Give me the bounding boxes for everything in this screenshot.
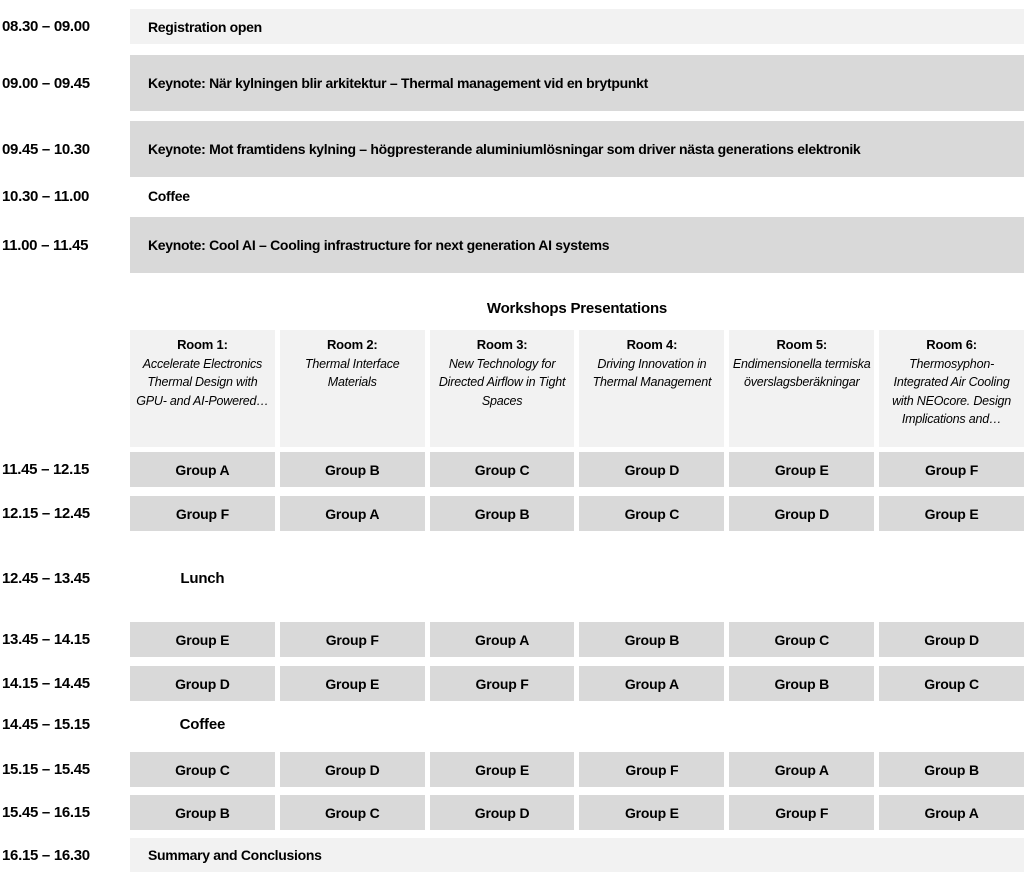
time-label: 16.15 – 16.30 [2, 846, 90, 864]
break-label: Coffee [179, 715, 226, 733]
time-label: 15.45 – 16.15 [2, 804, 90, 821]
room-header-3 [430, 330, 575, 447]
room-name: Room 2: [326, 337, 378, 352]
group-cell: Group D [280, 752, 425, 787]
room-header-2 [280, 330, 425, 447]
time-label: 12.15 – 12.45 [2, 505, 90, 522]
time-label: 09.00 – 09.45 [2, 74, 90, 92]
event-label: Keynote: Mot framtidens kylning – högpresterande aluminiumlösningar som driver nästa generations elektronik [130, 121, 1024, 177]
event-label: Keynote: Cool AI – Cooling infrastructure for next generation AI systems [130, 217, 1024, 273]
group-cell: Group E [130, 622, 275, 657]
group-cell: Group D [579, 452, 724, 487]
room-header-1 [130, 330, 275, 447]
group-cell: Group F [879, 452, 1024, 487]
time-label: 08.30 – 09.00 [2, 18, 90, 35]
event-row-keynote-1 [0, 55, 1024, 111]
event-label: Registration open [130, 9, 1024, 44]
group-cell: Group A [579, 666, 724, 701]
event-row-keynote-3 [0, 217, 1024, 273]
group-cell: Group A [130, 452, 275, 487]
group-cell: Group C [579, 496, 724, 531]
group-cell: Group B [579, 622, 724, 657]
group-cell: Group F [430, 666, 575, 701]
room-topic: Endimensionella termiska överslagsberäkningar [732, 356, 871, 389]
room-topic: Thermal Interface Materials [304, 356, 400, 389]
room-topic: Thermosyphon-Integrated Air Cooling with NEOcore. Design Implications and… [892, 356, 1012, 426]
event-row-coffee-morning [0, 184, 1024, 208]
break-label: Lunch [180, 569, 225, 587]
session-row-5 [0, 752, 1024, 787]
room-header-4 [579, 330, 724, 447]
group-cell: Group E [729, 452, 874, 487]
group-cell: Group A [879, 795, 1024, 830]
event-row-summary [0, 838, 1024, 872]
workshops-title: Workshops Presentations [486, 300, 668, 317]
group-cell: Group B [729, 666, 874, 701]
group-cell: Group F [280, 622, 425, 657]
group-cell: Group B [879, 752, 1024, 787]
event-row-registration [0, 9, 1024, 44]
room-header-6 [879, 330, 1024, 447]
group-cell: Group F [729, 795, 874, 830]
session-row-4 [0, 666, 1024, 701]
group-cell: Group E [879, 496, 1024, 531]
break-row-lunch [0, 566, 1024, 590]
group-cell: Group D [130, 666, 275, 701]
group-cell: Group D [430, 795, 575, 830]
room-name: Room 4: [626, 337, 678, 352]
time-label: 12.45 – 13.45 [2, 569, 90, 587]
time-label: 14.15 – 14.45 [2, 675, 90, 692]
group-cell: Group A [280, 496, 425, 531]
group-cell: Group B [280, 452, 425, 487]
group-cell: Group A [729, 752, 874, 787]
time-label: 10.30 – 11.00 [2, 187, 90, 205]
group-cell: Group B [430, 496, 575, 531]
room-topic: Accelerate Electronics Thermal Design with GPU- and AI-Powered… [136, 356, 269, 408]
time-label: 13.45 – 14.15 [2, 631, 90, 648]
group-cell: Group C [729, 622, 874, 657]
session-row-3 [0, 622, 1024, 657]
group-cell: Group D [729, 496, 874, 531]
group-cell: Group F [579, 752, 724, 787]
group-cell: Group A [430, 622, 575, 657]
room-name: Room 6: [926, 337, 977, 352]
event-label: Coffee [148, 188, 190, 204]
event-row-keynote-2 [0, 121, 1024, 177]
room-name: Room 1: [177, 337, 228, 352]
room-topic: Driving Innovation in Thermal Management [592, 356, 712, 389]
break-row-coffee [0, 712, 1024, 736]
session-row-1 [0, 452, 1024, 487]
group-cell: Group D [879, 622, 1024, 657]
room-header-5 [729, 330, 874, 447]
group-cell: Group C [280, 795, 425, 830]
event-label: Keynote: När kylningen blir arkitektur – Thermal management vid en brytpunkt [130, 55, 1024, 111]
time-label: 11.45 – 12.15 [2, 461, 90, 478]
time-label: 11.00 – 11.45 [2, 236, 89, 254]
group-cell: Group C [879, 666, 1024, 701]
group-cell: Group E [579, 795, 724, 830]
room-topic: New Technology for Directed Airflow in Tight Spaces [438, 356, 566, 408]
room-header-row [0, 330, 1024, 447]
group-cell: Group C [430, 452, 575, 487]
group-cell: Group B [130, 795, 275, 830]
time-label: 09.45 – 10.30 [2, 140, 90, 158]
group-cell: Group C [130, 752, 275, 787]
group-cell: Group F [130, 496, 275, 531]
session-row-2 [0, 496, 1024, 531]
room-name: Room 3: [476, 337, 528, 352]
time-label: 15.15 – 15.45 [2, 761, 90, 778]
group-cell: Group E [430, 752, 575, 787]
time-label: 14.45 – 15.15 [2, 715, 90, 733]
session-row-6 [0, 795, 1024, 830]
event-label: Summary and Conclusions [130, 838, 1024, 872]
group-cell: Group E [280, 666, 425, 701]
room-name: Room 5: [776, 337, 828, 352]
